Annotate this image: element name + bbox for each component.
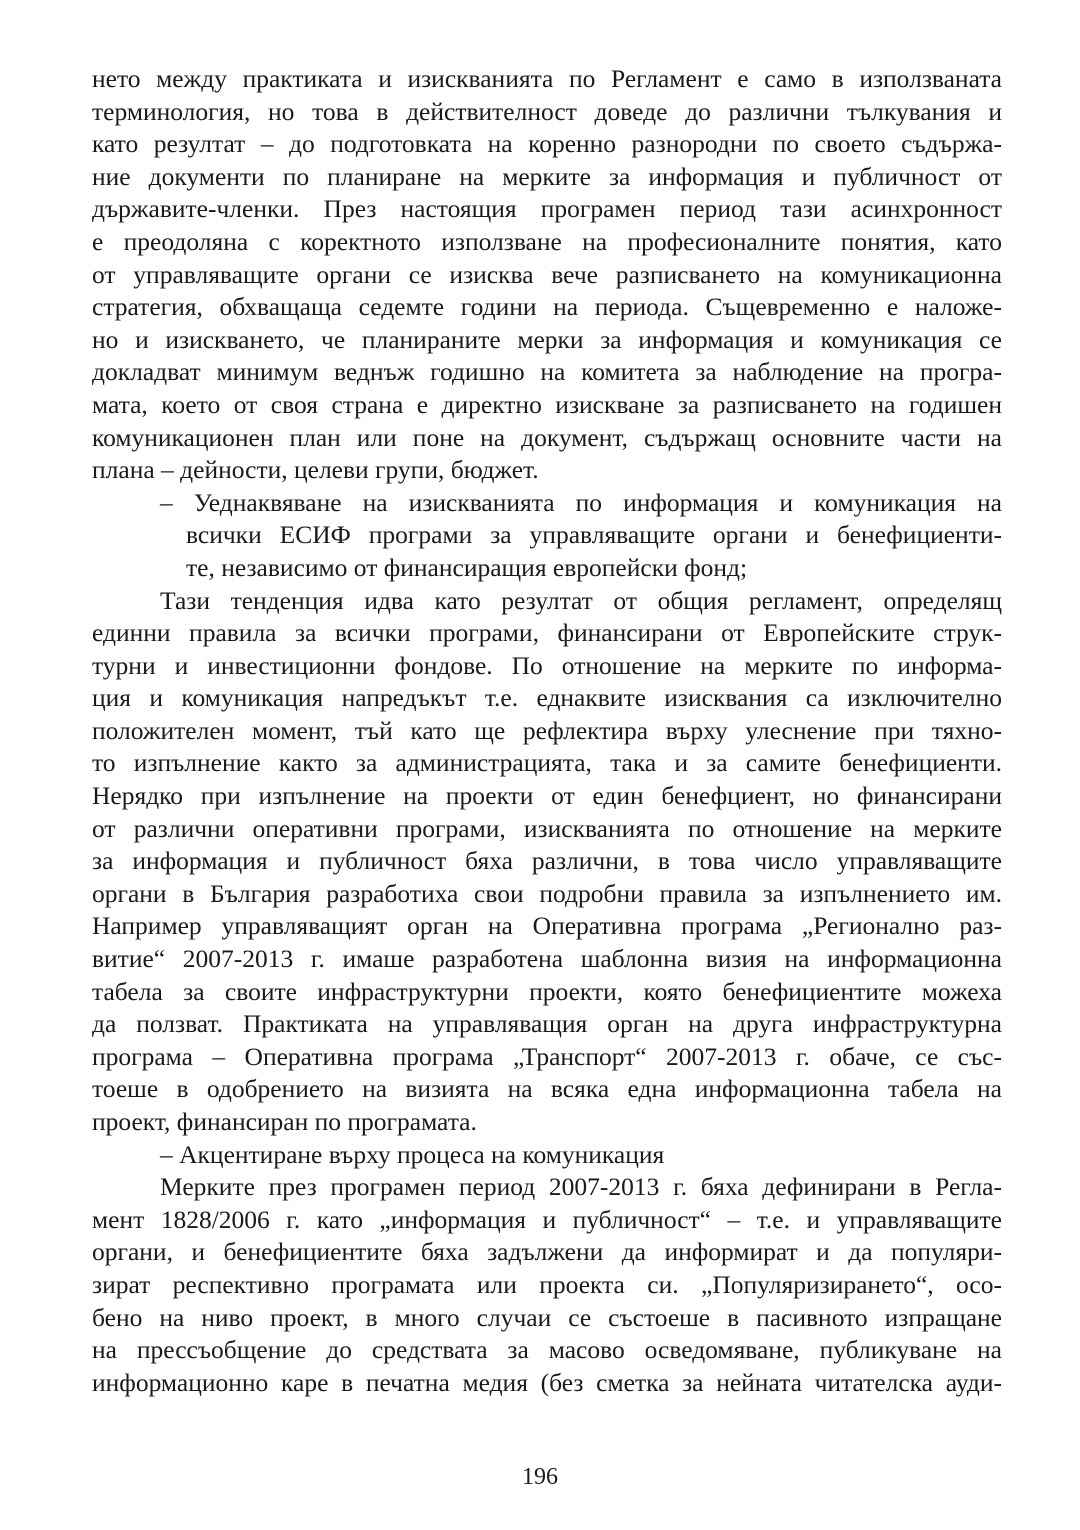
text-line: Например управляващият орган на Оперативна програма „Регионално раз- (92, 911, 1002, 941)
text-line: за информация и публичност бяха различни, в това число управляващите (92, 846, 1002, 876)
text-line: единни правила за всички програми, финансирани от Европейските струк- (92, 618, 1002, 648)
text-line: държавите-членки. През настоящия програмен период тази асинхронност (92, 194, 1002, 224)
text-line: терминология, но това в действителност доведе до различни тълкувания и (92, 96, 1002, 126)
bullet-line: – Уеднаквяване на изискванията по информация и комуникация на (160, 487, 1002, 517)
bullet-line: те, независимо от финансиращия европейски фонд; (186, 552, 748, 582)
text-line: стратегия, обхващаща седемте години на периода. Същевременно е наложе- (92, 292, 1002, 322)
bullet-line: всички ЕСИФ програми за управляващите органи и бенефициенти- (186, 520, 1002, 550)
text-line: органи, и бенефициентите бяха задължени да информират и да популяри- (92, 1237, 1002, 1267)
text-line: зират респективно програмата или проекта си. „Популяризирането“, осо- (92, 1269, 1002, 1299)
text-line: то изпълнение както за администрацията, така и за самите бенефициенти. (92, 748, 1002, 778)
text-line: като резултат – до подготовката на коренно разнородни по своето съдържа- (92, 129, 1002, 159)
text-line: положителен момент, тъй като ще рефлектира върху улеснение при тяхно- (92, 715, 1002, 745)
text-line: мент 1828/2006 г. като „информация и публичност“ – т.е. и управляващите (92, 1204, 1002, 1234)
text-line: мата, което от своя страна е директно изискване за разписването на годишен (92, 389, 1002, 419)
text-line: комуникационен план или поне на документ, съдържащ основните части на (92, 422, 1002, 452)
text-line: нето между практиката и изискванията по Регламент е само в използваната (92, 64, 1002, 93)
text-line: Нерядко при изпълнение на проекти от един бенефциент, но финансирани (92, 781, 1002, 811)
page-number: 196 (522, 1464, 558, 1490)
paragraph-first-line: Тази тенденция идва като резултат от общия регламент, определящ (160, 585, 1002, 615)
text-line: ние документи по планиране на мерките за информация и публичност от (92, 161, 1002, 191)
text-line: но и изискването, че планираните мерки за информация и комуникация се (92, 324, 1002, 354)
text-line: табела за своите инфраструктурни проекти, която бенефициентите можеха (92, 976, 1002, 1006)
text-line: ция и комуникация напредъкът т.е. еднаквите изисквания са изключително (92, 683, 1002, 713)
text-line: информационно каре в печатна медия (без сметка за нейната читателска ауди- (92, 1367, 1002, 1397)
bullet-line: – Акцентиране върху процеса на комуникация (160, 1139, 665, 1169)
text-line: турни и инвестиционни фондове. По отношение на мерките по информа- (92, 650, 1002, 680)
text-line: от управляващите органи се изисква вече разписването на комуникационна (92, 259, 1002, 289)
text-line: да ползват. Практиката на управляващия орган на друга инфраструктурна (92, 1009, 1002, 1039)
text-line: органи в България разработиха свои подробни правила за изпълнението им. (92, 878, 1002, 908)
text-line: от различни оперативни програми, изискванията по отношение на мерките (92, 813, 1002, 843)
text-line: докладват минимум веднъж годишно на комитета за наблюдение на програ- (92, 357, 1002, 387)
page-body (92, 63, 1002, 1399)
text-line: бено на ниво проект, в много случаи се състоеше в пасивното изпращане (92, 1302, 1002, 1332)
text-line: е преодоляна с коректното използване на професионалните понятия, като (92, 226, 1002, 256)
paragraph-first-line: Мерките през програмен период 2007-2013 г. бяха дефинирани в Регла- (160, 1172, 1002, 1202)
text-line: програма – Оперативна програма „Транспорт“ 2007-2013 г. обаче, се със- (92, 1041, 1002, 1071)
text-line: тоеше в одобрението на визията на всяка една информационна табела на (92, 1074, 1002, 1104)
text-line: витие“ 2007-2013 г. имаше разработена шаблонна визия на информационна (92, 944, 1002, 974)
text-line: проект, финансиран по програмата. (92, 1107, 477, 1136)
text-line: на прессъобщение до средствата за масово осведомяване, публикуване на (92, 1335, 1002, 1365)
text-line: плана – дейности, целеви групи, бюджет. (92, 455, 539, 485)
